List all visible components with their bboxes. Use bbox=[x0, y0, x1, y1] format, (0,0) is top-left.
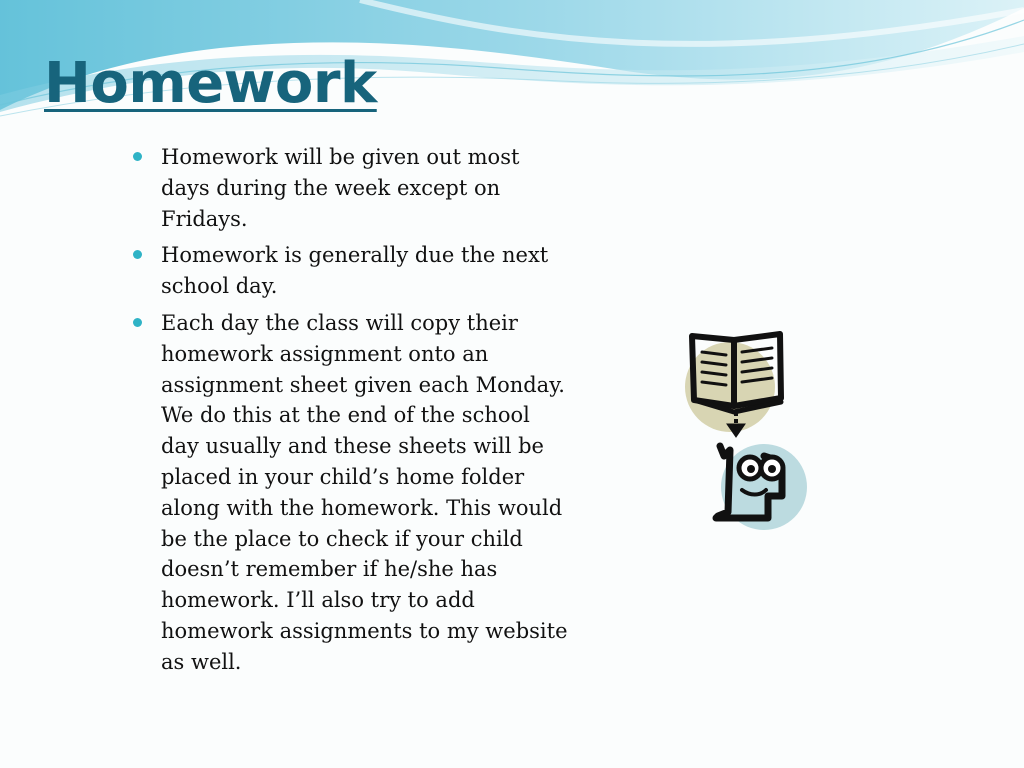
bullet-text: Homework will be given out most days during the week except on Fridays. bbox=[161, 145, 520, 231]
bullet-list bbox=[130, 142, 570, 684]
bullet-icon bbox=[133, 152, 142, 161]
bullet-icon bbox=[133, 250, 142, 259]
book-to-reader-clipart bbox=[680, 320, 820, 540]
bullet-text: Homework is generally due the next school day. bbox=[161, 243, 549, 299]
bullet-item bbox=[130, 240, 570, 302]
book-backdrop-circle bbox=[685, 342, 775, 432]
bullet-text: Each day the class will copy their homework assignment onto an assignment sheet given each Monday. We do this at the end of the school day usually and these sheets will be placed in your child’s home folder along with the homework. This would be the place to check if your child doesn’t remember if he/she has homework. I’ll also try to add homework assignments to my website as well. bbox=[161, 310, 568, 674]
slide-title: Homework bbox=[44, 51, 377, 116]
bullet-icon bbox=[133, 318, 142, 327]
bullet-item bbox=[130, 142, 570, 234]
bullet-item bbox=[130, 308, 570, 678]
